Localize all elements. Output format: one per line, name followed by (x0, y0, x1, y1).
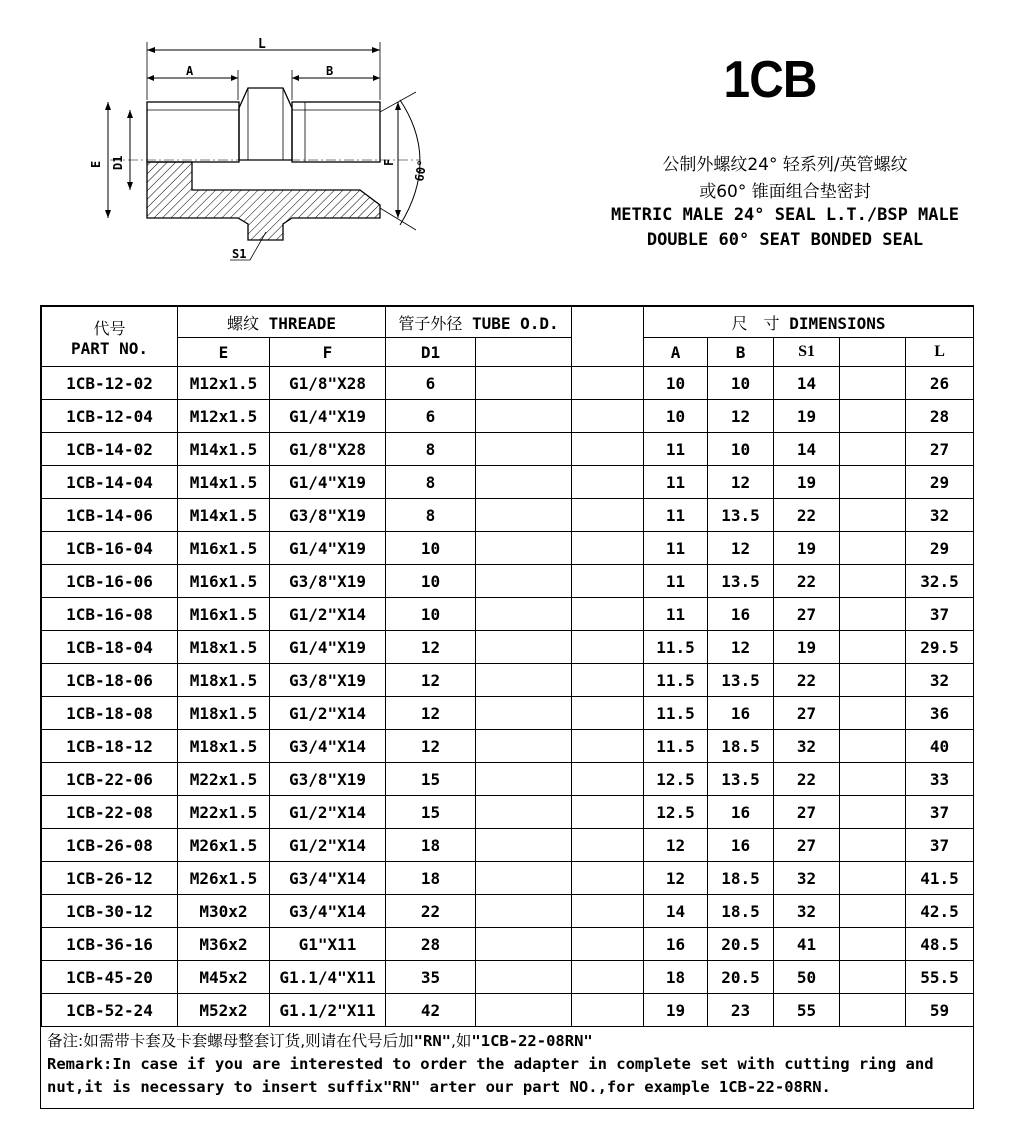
cell-part: 1CB-18-06 (42, 664, 178, 697)
cell-B: 13.5 (708, 565, 774, 598)
cell-B: 12 (708, 400, 774, 433)
header-thread-en: THREADE (268, 313, 337, 333)
cell-F: G1/2"X14 (270, 829, 386, 862)
cell-A: 10 (644, 367, 708, 400)
cell-D1: 12 (386, 664, 476, 697)
cell-blank (572, 697, 644, 730)
header-dimensions (644, 307, 974, 338)
header-row-1 (42, 307, 974, 338)
cell-D1: 18 (386, 829, 476, 862)
cell-empty2 (840, 598, 906, 631)
cell-blank (572, 565, 644, 598)
cell-A: 11 (644, 565, 708, 598)
header-col-D1: D1 (386, 338, 476, 367)
cell-F: G1/8"X28 (270, 367, 386, 400)
cell-B: 10 (708, 433, 774, 466)
cell-empty (476, 499, 572, 532)
cell-B: 12 (708, 466, 774, 499)
remark-en-line2: nut,it is necessary to insert suffix"RN" arter our part NO.,for example 1CB-22-08RN. (47, 1078, 831, 1096)
header-col-E: E (178, 338, 270, 367)
cell-part: 1CB-22-06 (42, 763, 178, 796)
cell-B: 18.5 (708, 730, 774, 763)
label-L: L (258, 37, 266, 52)
header-part-en: PART NO. (70, 338, 149, 358)
cell-F: G1/4"X19 (270, 466, 386, 499)
table-row (42, 961, 974, 994)
cell-L: 37 (906, 829, 974, 862)
cell-S1: 32 (774, 895, 840, 928)
cell-D1: 8 (386, 466, 476, 499)
table-row (42, 796, 974, 829)
cell-F: G1/4"X19 (270, 400, 386, 433)
cell-part: 1CB-16-04 (42, 532, 178, 565)
cell-S1: 22 (774, 763, 840, 796)
cell-L: 32 (906, 664, 974, 697)
cell-empty (476, 697, 572, 730)
cell-D1: 8 (386, 433, 476, 466)
header-col-B: B (708, 338, 774, 367)
cell-A: 11 (644, 499, 708, 532)
cell-empty2 (840, 631, 906, 664)
cell-part: 1CB-26-12 (42, 862, 178, 895)
cell-B: 10 (708, 367, 774, 400)
header-thread-cn: 螺纹 (226, 313, 259, 333)
cell-part: 1CB-14-04 (42, 466, 178, 499)
description-cn-line2: 或60° 锥面组合垫密封 (699, 182, 871, 202)
cell-empty (476, 433, 572, 466)
cell-empty2 (840, 895, 906, 928)
cell-blank (572, 400, 644, 433)
cell-F: G3/8"X19 (270, 664, 386, 697)
cell-part: 1CB-14-06 (42, 499, 178, 532)
header-tube-en: TUBE O.D. (471, 313, 559, 333)
cell-B: 12 (708, 532, 774, 565)
remark-cn-example: "1CB-22-08RN" (471, 1032, 593, 1050)
cell-empty (476, 895, 572, 928)
cell-A: 11.5 (644, 631, 708, 664)
cell-B: 16 (708, 796, 774, 829)
table-row (42, 631, 974, 664)
cell-part: 1CB-16-08 (42, 598, 178, 631)
cell-D1: 35 (386, 961, 476, 994)
header-part-cn: 代号 (93, 318, 126, 338)
cell-F: G1.1/4"X11 (270, 961, 386, 994)
cell-E: M18x1.5 (178, 730, 270, 763)
cell-D1: 18 (386, 862, 476, 895)
cell-empty2 (840, 433, 906, 466)
table-row (42, 697, 974, 730)
cell-empty2 (840, 499, 906, 532)
remark-en-line1: Remark:In case if you are interested to order the adapter in complete set with cutting ring and (47, 1055, 934, 1073)
cell-L: 36 (906, 697, 974, 730)
cell-A: 11 (644, 466, 708, 499)
remark-cn (47, 1030, 967, 1053)
cell-empty2 (840, 862, 906, 895)
cell-empty (476, 664, 572, 697)
cell-F: G1/8"X28 (270, 433, 386, 466)
remark-cn-rn: "RN" (413, 1032, 451, 1050)
header-dim-cn: 尺 寸 (731, 313, 780, 333)
cell-S1: 22 (774, 664, 840, 697)
cell-S1: 50 (774, 961, 840, 994)
cell-L: 42.5 (906, 895, 974, 928)
cell-empty2 (840, 664, 906, 697)
label-angle: 60° (412, 158, 430, 183)
label-D1: D1 (111, 155, 125, 170)
cell-blank (572, 895, 644, 928)
table-row (42, 400, 974, 433)
cell-B: 16 (708, 829, 774, 862)
table-row (42, 862, 974, 895)
cell-A: 11 (644, 433, 708, 466)
cell-F: G3/4"X14 (270, 730, 386, 763)
cell-L: 55.5 (906, 961, 974, 994)
cell-A: 18 (644, 961, 708, 994)
header-tube (386, 307, 572, 338)
cell-E: M45x2 (178, 961, 270, 994)
cell-empty2 (840, 565, 906, 598)
cell-A: 10 (644, 400, 708, 433)
cell-empty2 (840, 400, 906, 433)
cell-B: 13.5 (708, 499, 774, 532)
cell-A: 12 (644, 862, 708, 895)
table-row (42, 466, 974, 499)
cell-L: 37 (906, 598, 974, 631)
label-A: A (186, 64, 194, 78)
cell-E: M16x1.5 (178, 565, 270, 598)
cell-B: 12 (708, 631, 774, 664)
cell-empty (476, 598, 572, 631)
cell-E: M14x1.5 (178, 466, 270, 499)
table-row (42, 499, 974, 532)
cell-blank (572, 367, 644, 400)
cell-D1: 12 (386, 631, 476, 664)
cell-empty2 (840, 796, 906, 829)
cell-S1: 19 (774, 631, 840, 664)
cell-empty (476, 400, 572, 433)
cell-B: 20.5 (708, 928, 774, 961)
cell-E: M52x2 (178, 994, 270, 1027)
cell-part: 1CB-45-20 (42, 961, 178, 994)
cell-L: 32.5 (906, 565, 974, 598)
table-body (42, 367, 974, 1027)
cell-part: 1CB-18-08 (42, 697, 178, 730)
cell-blank (572, 433, 644, 466)
header-tube-cn: 管子外径 (398, 313, 463, 333)
remark-cn-prefix: 备注:如需带卡套及卡套螺母整套订货,则请在代号后加 (47, 1032, 414, 1050)
table-row (42, 565, 974, 598)
cell-D1: 15 (386, 796, 476, 829)
header-col-empty2 (840, 338, 906, 367)
table-row (42, 598, 974, 631)
cell-S1: 41 (774, 928, 840, 961)
header-dim-en: DIMENSIONS (789, 313, 886, 333)
table-row (42, 532, 974, 565)
cell-L: 59 (906, 994, 974, 1027)
cell-B: 16 (708, 598, 774, 631)
cell-A: 12.5 (644, 796, 708, 829)
cell-F: G3/8"X19 (270, 565, 386, 598)
table-row (42, 763, 974, 796)
cell-blank (572, 664, 644, 697)
cell-E: M22x1.5 (178, 763, 270, 796)
cell-D1: 8 (386, 499, 476, 532)
cell-empty (476, 532, 572, 565)
cell-D1: 12 (386, 730, 476, 763)
cell-F: G3/4"X14 (270, 862, 386, 895)
cell-blank (572, 499, 644, 532)
table-row (42, 829, 974, 862)
cell-B: 23 (708, 994, 774, 1027)
cell-blank (572, 631, 644, 664)
cell-empty2 (840, 928, 906, 961)
remark (47, 1030, 967, 1099)
cell-S1: 19 (774, 466, 840, 499)
cell-S1: 27 (774, 598, 840, 631)
cell-L: 29.5 (906, 631, 974, 664)
header-col-S1: S1 (774, 338, 840, 367)
cell-B: 16 (708, 697, 774, 730)
cell-F: G3/8"X19 (270, 499, 386, 532)
cell-D1: 28 (386, 928, 476, 961)
cell-part: 1CB-30-12 (42, 895, 178, 928)
cell-A: 11.5 (644, 730, 708, 763)
cell-L: 40 (906, 730, 974, 763)
cell-B: 20.5 (708, 961, 774, 994)
cell-E: M18x1.5 (178, 697, 270, 730)
cell-A: 16 (644, 928, 708, 961)
header-blank (572, 307, 644, 367)
cell-empty (476, 829, 572, 862)
cell-E: M16x1.5 (178, 532, 270, 565)
label-B: B (326, 64, 334, 78)
header-col-L: L (906, 338, 974, 367)
cell-part: 1CB-18-12 (42, 730, 178, 763)
cell-A: 11.5 (644, 664, 708, 697)
cell-F: G1/4"X19 (270, 631, 386, 664)
cell-blank (572, 994, 644, 1027)
cell-part: 1CB-52-24 (42, 994, 178, 1027)
description-en-line1: METRIC MALE 24° SEAL L.T./BSP MALE (611, 205, 959, 225)
cell-empty2 (840, 961, 906, 994)
cell-E: M26x1.5 (178, 829, 270, 862)
cell-D1: 10 (386, 598, 476, 631)
header-row-2 (42, 338, 974, 367)
cell-part: 1CB-18-04 (42, 631, 178, 664)
cell-L: 37 (906, 796, 974, 829)
table-row (42, 928, 974, 961)
cell-blank (572, 730, 644, 763)
cell-empty (476, 763, 572, 796)
cell-S1: 55 (774, 994, 840, 1027)
spec-table-container (40, 305, 974, 1109)
cell-L: 27 (906, 433, 974, 466)
cell-F: G1.1/2"X11 (270, 994, 386, 1027)
cell-L: 33 (906, 763, 974, 796)
cell-empty (476, 961, 572, 994)
cell-empty (476, 367, 572, 400)
cell-F: G3/8"X19 (270, 763, 386, 796)
cell-S1: 32 (774, 730, 840, 763)
fitting-drawing (80, 20, 460, 280)
cell-A: 19 (644, 994, 708, 1027)
cell-blank (572, 763, 644, 796)
description-en-line2: DOUBLE 60° SEAT BONDED SEAL (646, 230, 924, 250)
cell-E: M18x1.5 (178, 631, 270, 664)
cell-A: 11 (644, 532, 708, 565)
cell-E: M12x1.5 (178, 400, 270, 433)
table-row (42, 895, 974, 928)
cell-blank (572, 829, 644, 862)
table-row (42, 730, 974, 763)
cell-D1: 6 (386, 400, 476, 433)
cell-blank (572, 796, 644, 829)
cell-B: 13.5 (708, 763, 774, 796)
cell-S1: 32 (774, 862, 840, 895)
cell-E: M16x1.5 (178, 598, 270, 631)
cell-A: 14 (644, 895, 708, 928)
header-col-F: F (270, 338, 386, 367)
cell-empty2 (840, 730, 906, 763)
cell-E: M36x2 (178, 928, 270, 961)
cell-empty2 (840, 763, 906, 796)
cell-part: 1CB-16-06 (42, 565, 178, 598)
label-S1: S1 (232, 247, 247, 261)
cell-part: 1CB-12-02 (42, 367, 178, 400)
cell-E: M12x1.5 (178, 367, 270, 400)
cell-part: 1CB-36-16 (42, 928, 178, 961)
cell-part: 1CB-12-04 (42, 400, 178, 433)
cell-empty2 (840, 994, 906, 1027)
cell-L: 32 (906, 499, 974, 532)
header-col-empty (476, 338, 572, 367)
cell-L: 48.5 (906, 928, 974, 961)
cell-empty2 (840, 697, 906, 730)
page-title: 1CB (723, 51, 817, 109)
cell-F: G1/2"X14 (270, 796, 386, 829)
cell-E: M14x1.5 (178, 499, 270, 532)
cell-L: 41.5 (906, 862, 974, 895)
spec-table (41, 306, 974, 1027)
cell-S1: 14 (774, 367, 840, 400)
table-row (42, 433, 974, 466)
cell-empty2 (840, 532, 906, 565)
cell-B: 18.5 (708, 895, 774, 928)
cell-A: 12.5 (644, 763, 708, 796)
table-row (42, 664, 974, 697)
cell-L: 29 (906, 466, 974, 499)
cell-empty (476, 994, 572, 1027)
cell-S1: 27 (774, 697, 840, 730)
cell-S1: 27 (774, 829, 840, 862)
cell-D1: 42 (386, 994, 476, 1027)
cell-S1: 19 (774, 532, 840, 565)
cell-S1: 22 (774, 499, 840, 532)
label-E: E (89, 160, 103, 168)
cell-F: G1/4"X19 (270, 532, 386, 565)
cell-L: 28 (906, 400, 974, 433)
cell-F: G1"X11 (270, 928, 386, 961)
cell-empty (476, 862, 572, 895)
cell-A: 12 (644, 829, 708, 862)
cell-empty (476, 730, 572, 763)
cell-E: M30x2 (178, 895, 270, 928)
cell-empty (476, 796, 572, 829)
cell-D1: 12 (386, 697, 476, 730)
cell-blank (572, 466, 644, 499)
header-col-A: A (644, 338, 708, 367)
cell-D1: 6 (386, 367, 476, 400)
header-part (42, 307, 178, 367)
cell-D1: 15 (386, 763, 476, 796)
cell-S1: 19 (774, 400, 840, 433)
cell-S1: 27 (774, 796, 840, 829)
cell-S1: 14 (774, 433, 840, 466)
description-cn-line1: 公制外螺纹24° 轻系列/英管螺纹 (662, 155, 908, 175)
cell-L: 26 (906, 367, 974, 400)
cell-part: 1CB-22-08 (42, 796, 178, 829)
cell-E: M22x1.5 (178, 796, 270, 829)
cell-part: 1CB-14-02 (42, 433, 178, 466)
cell-E: M18x1.5 (178, 664, 270, 697)
table-row (42, 367, 974, 400)
cell-B: 13.5 (708, 664, 774, 697)
cell-B: 18.5 (708, 862, 774, 895)
cell-empty (476, 466, 572, 499)
remark-cn-mid: ,如 (450, 1032, 472, 1050)
cell-E: M14x1.5 (178, 433, 270, 466)
cell-part: 1CB-26-08 (42, 829, 178, 862)
table-row (42, 994, 974, 1027)
cell-A: 11.5 (644, 697, 708, 730)
cell-blank (572, 928, 644, 961)
cell-blank (572, 598, 644, 631)
cell-D1: 10 (386, 565, 476, 598)
cell-empty (476, 565, 572, 598)
cell-L: 29 (906, 532, 974, 565)
cell-A: 11 (644, 598, 708, 631)
cell-F: G3/4"X14 (270, 895, 386, 928)
cell-empty (476, 928, 572, 961)
cell-empty2 (840, 829, 906, 862)
label-F: F (382, 158, 396, 166)
cell-blank (572, 532, 644, 565)
cell-F: G1/2"X14 (270, 697, 386, 730)
cell-blank (572, 961, 644, 994)
cell-F: G1/2"X14 (270, 598, 386, 631)
cell-empty (476, 631, 572, 664)
cell-S1: 22 (774, 565, 840, 598)
cell-empty2 (840, 367, 906, 400)
cell-empty2 (840, 466, 906, 499)
header-thread (178, 307, 386, 338)
cell-D1: 22 (386, 895, 476, 928)
cell-E: M26x1.5 (178, 862, 270, 895)
cell-D1: 10 (386, 532, 476, 565)
cell-blank (572, 862, 644, 895)
